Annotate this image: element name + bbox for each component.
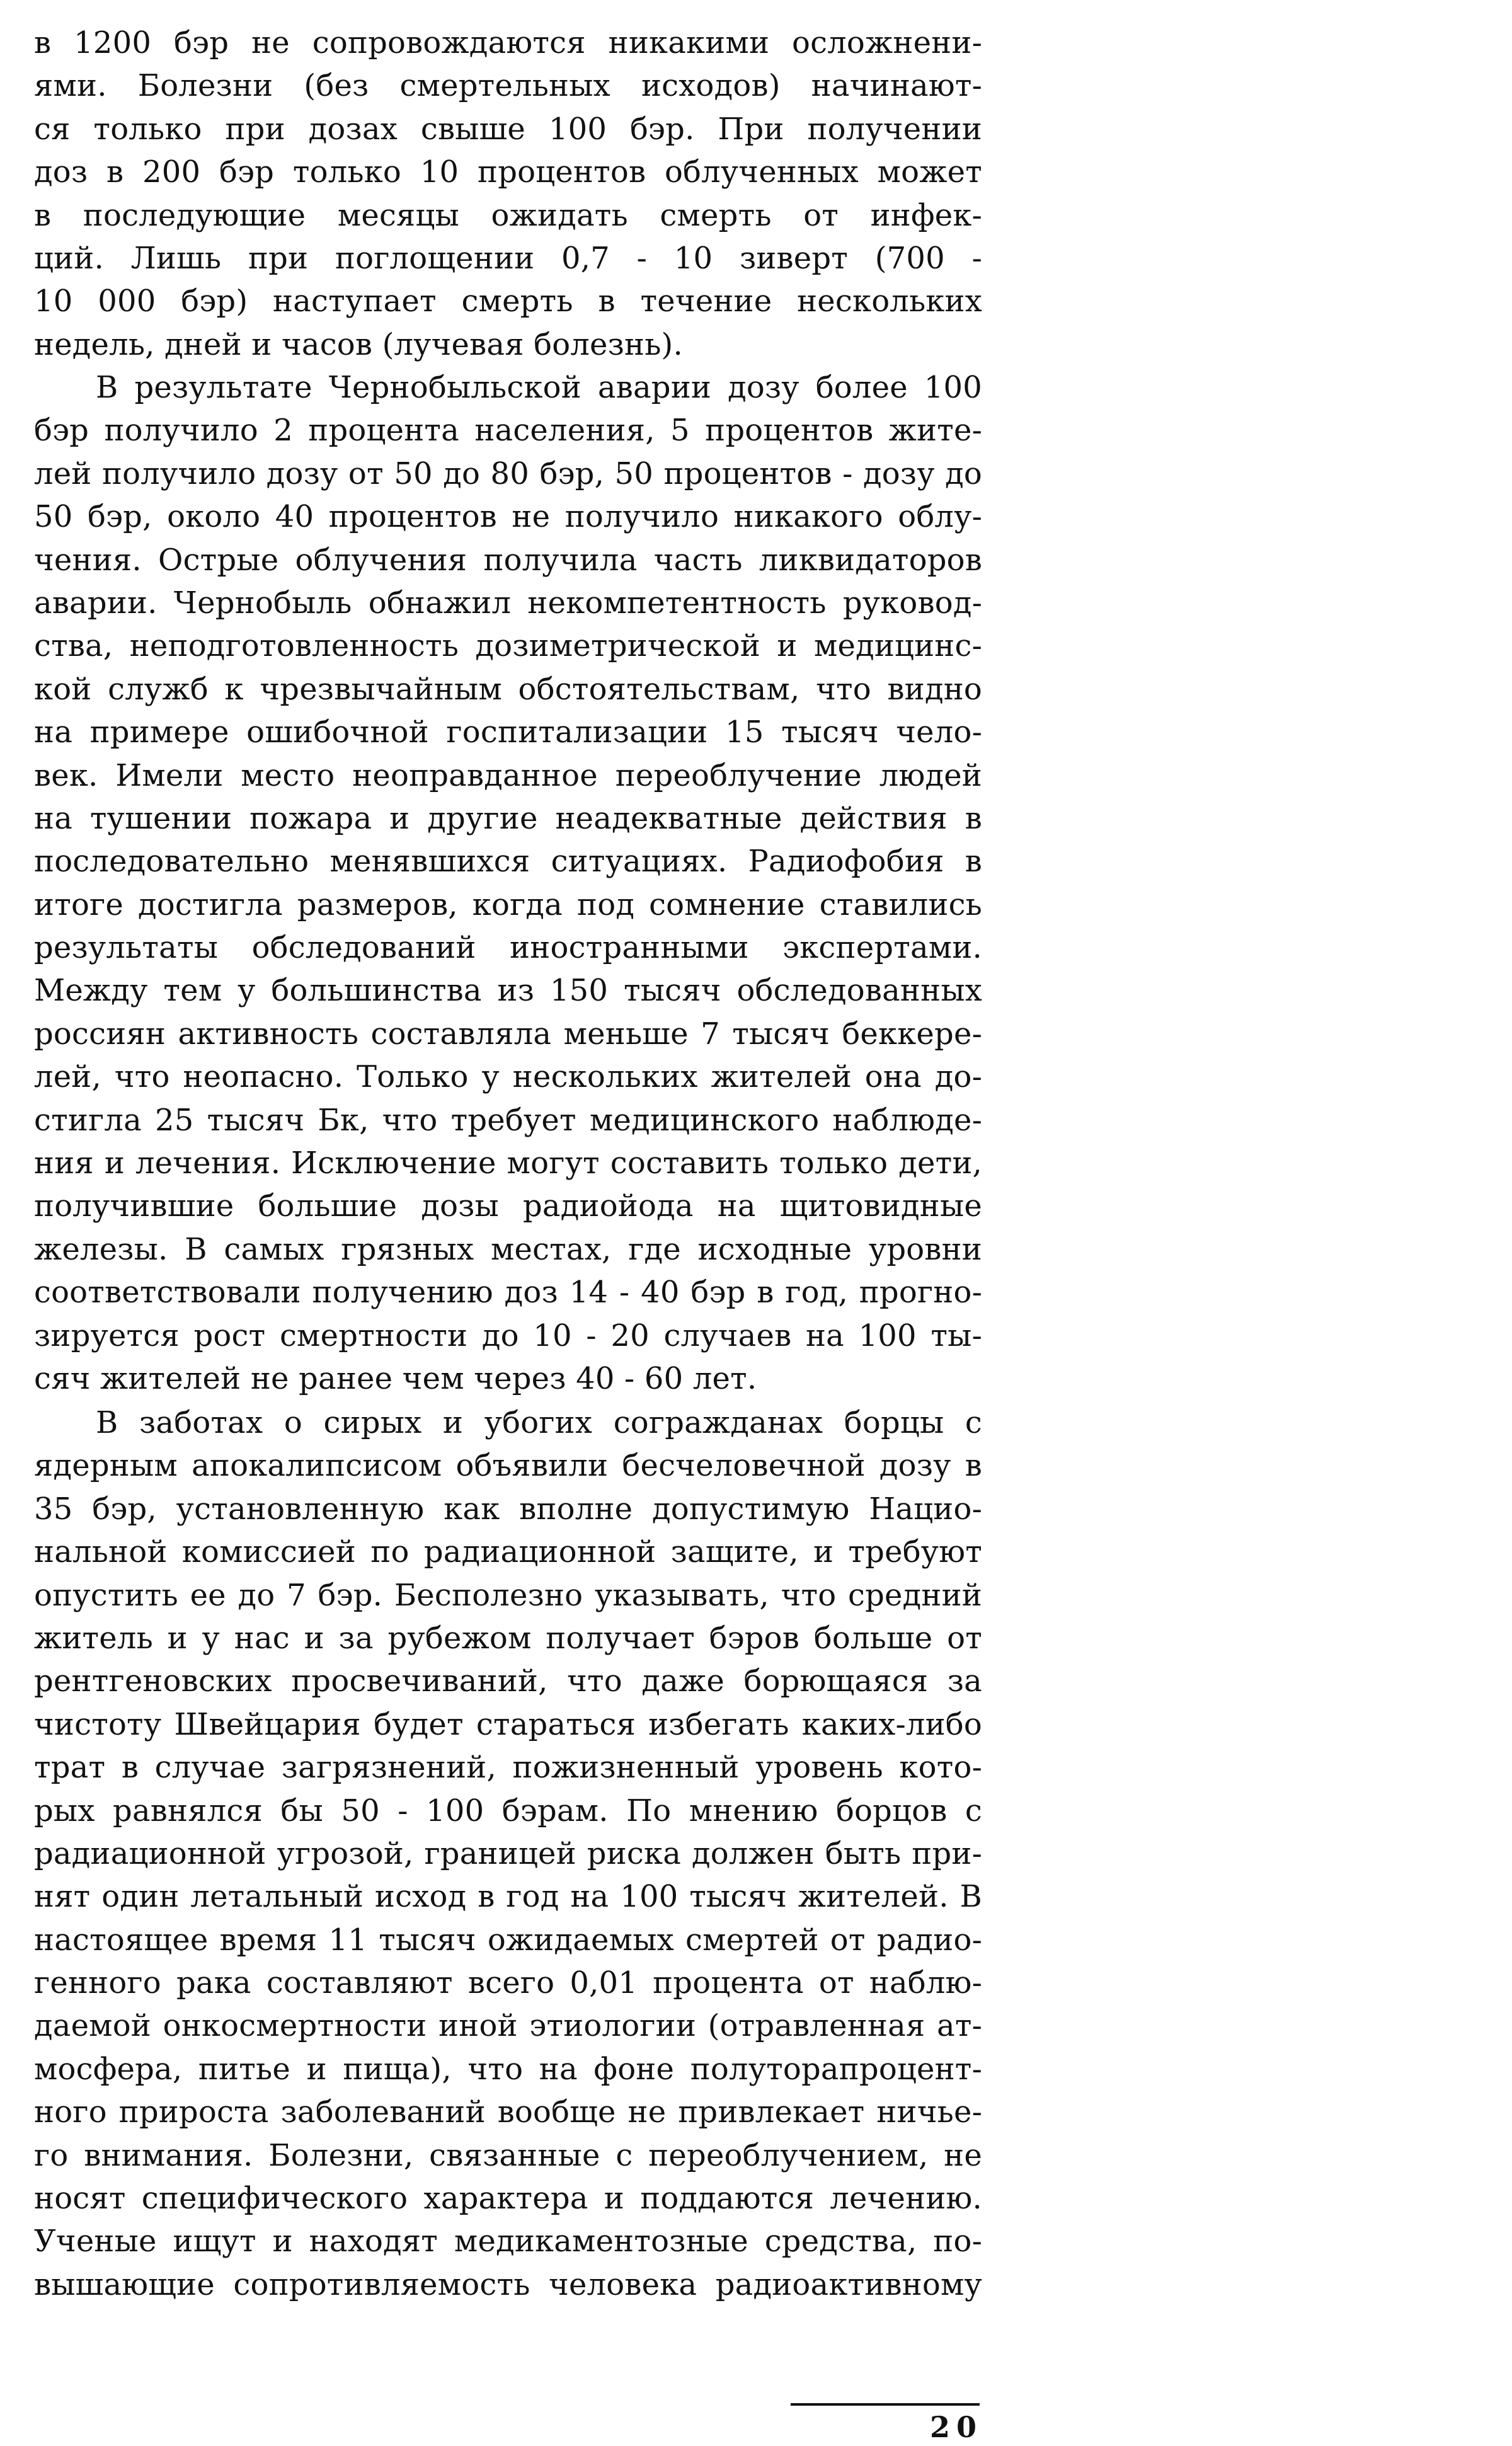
text-line: лей, что неопасно. Только у нескольких жителей она до-	[34, 1059, 982, 1095]
text-line: ций. Лишь при поглощении 0,7 - 10 зиверт (700 -	[34, 240, 982, 276]
text-line: век. Имели место неоправданное переоблучение людей	[34, 757, 982, 793]
paragraph-2	[34, 366, 982, 1400]
text-line: 50 бэр, около 40 процентов не получило никакого облу-	[34, 499, 982, 535]
text-line: 35 бэр, установленную как вполне допустимую Нацио-	[34, 1491, 982, 1527]
text-line: в 1200 бэр не сопровождаются никакими осложнени-	[34, 25, 982, 60]
text-line: итоге достигла размеров, когда под сомнение ставились	[34, 887, 982, 922]
text-line: опустить ее до 7 бэр. Бесполезно указывать, что средний	[34, 1577, 982, 1613]
text-line: трат в случае загрязнений, пожизненный уровень кото-	[34, 1750, 982, 1786]
text-line: Между тем у большинства из 150 тысяч обследованных	[34, 973, 982, 1009]
text-line: вышающие сопротивляемость человека радиоактивному	[34, 2266, 982, 2302]
text-line: лей получило дозу от 50 до 80 бэр, 50 процентов - дозу до	[34, 456, 982, 491]
text-line: ния и лечения. Исключение могут составить только дети,	[34, 1145, 982, 1181]
text-line: на тушении пожара и другие неадекватные действия в	[34, 800, 982, 836]
text-line: рентгеновских просвечиваний, что даже борющаяся за	[34, 1663, 982, 1699]
text-line: аварии. Чернобыль обнажил некомпетентность руковод-	[34, 585, 982, 621]
text-line: мосфера, питье и пища), что на фоне полуторапроцент-	[34, 2051, 982, 2087]
text-line: доз в 200 бэр только 10 процентов облученных может	[34, 154, 982, 190]
footer-rule	[791, 2403, 980, 2406]
text-line: стигла 25 тысяч Бк, что требует медицинского наблюде-	[34, 1102, 982, 1138]
text-line: чистоту Швейцария будет стараться избегать каких-либо	[34, 1706, 982, 1742]
text-line: нальной комиссией по радиационной защите, и требуют	[34, 1534, 982, 1570]
text-line: железы. В самых грязных местах, где исходные уровни	[34, 1231, 982, 1267]
text-line: ями. Болезни (без смертельных исходов) начинают-	[34, 68, 982, 104]
text-line: ся только при дозах свыше 100 бэр. При получении	[34, 111, 982, 147]
text-line: недель, дней и часов (лучевая болезнь).	[34, 326, 683, 362]
paragraph-3	[34, 1401, 982, 2306]
text-line: кой служб к чрезвычайным обстоятельствам, что видно	[34, 671, 982, 707]
text-line: настоящее время 11 тысяч ожидаемых смертей от радио-	[34, 1922, 982, 1958]
text-line: носят специфического характера и поддаются лечению.	[34, 2181, 982, 2217]
text-line: ства, неподготовленность дозиметрической и медицинс-	[34, 628, 982, 664]
page-number: 20	[929, 2410, 983, 2444]
text-line: соответствовали получению доз 14 - 40 бэр в год, прогно-	[34, 1275, 982, 1311]
text-line: на примере ошибочной госпитализации 15 тысяч чело-	[34, 715, 982, 750]
text-line: в последующие месяцы ожидать смерть от инфек-	[34, 197, 982, 233]
text-line: ядерным апокалипсисом объявили бесчеловечной дозу в	[34, 1448, 982, 1484]
text-line: бэр получило 2 процента населения, 5 процентов жите-	[34, 413, 982, 449]
text-line: последовательно менявшихся ситуациях. Радиофобия в	[34, 844, 982, 880]
text-line: радиационной угрозой, границей риска должен быть при-	[34, 1835, 982, 1871]
text-line: сяч жителей не ранее чем через 40 - 60 лет.	[34, 1360, 757, 1396]
text-line: В результате Чернобыльской аварии дозу более 100	[96, 370, 982, 405]
paragraph-1	[34, 21, 982, 366]
text-line: В заботах о сирых и убогих согражданах борцы с	[96, 1405, 982, 1440]
text-line: Ученые ищут и находят медикаментозные средства, по-	[34, 2224, 982, 2259]
text-line: нят один летальный исход в год на 100 тысяч жителей. В	[34, 1879, 982, 1915]
text-line: рых равнялся бы 50 - 100 бэрам. По мнению борцов с	[34, 1793, 982, 1829]
text-line: ного прироста заболеваний вообще не привлекает ничье-	[34, 2094, 982, 2130]
text-line: житель и у нас и за рубежом получает бэров больше от	[34, 1620, 982, 1656]
text-line: чения. Острые облучения получила часть ликвидаторов	[34, 542, 982, 578]
text-line: го внимания. Болезни, связанные с переоблучением, не	[34, 2137, 982, 2173]
text-line: генного рака составляют всего 0,01 процента от наблю-	[34, 1965, 982, 2001]
text-line: результаты обследований иностранными экспертами.	[34, 930, 982, 966]
text-line: 10 000 бэр) наступает смерть в течение нескольких	[34, 284, 982, 319]
text-line: получившие большие дозы радиойода на щитовидные	[34, 1188, 982, 1224]
text-line: даемой онкосмертности иной этиологии (отравленная ат-	[34, 2008, 982, 2044]
text-line: россиян активность составляла меньше 7 тысяч беккере-	[34, 1016, 982, 1052]
text-line: зируется рост смертности до 10 - 20 случаев на 100 ты-	[34, 1318, 982, 1353]
